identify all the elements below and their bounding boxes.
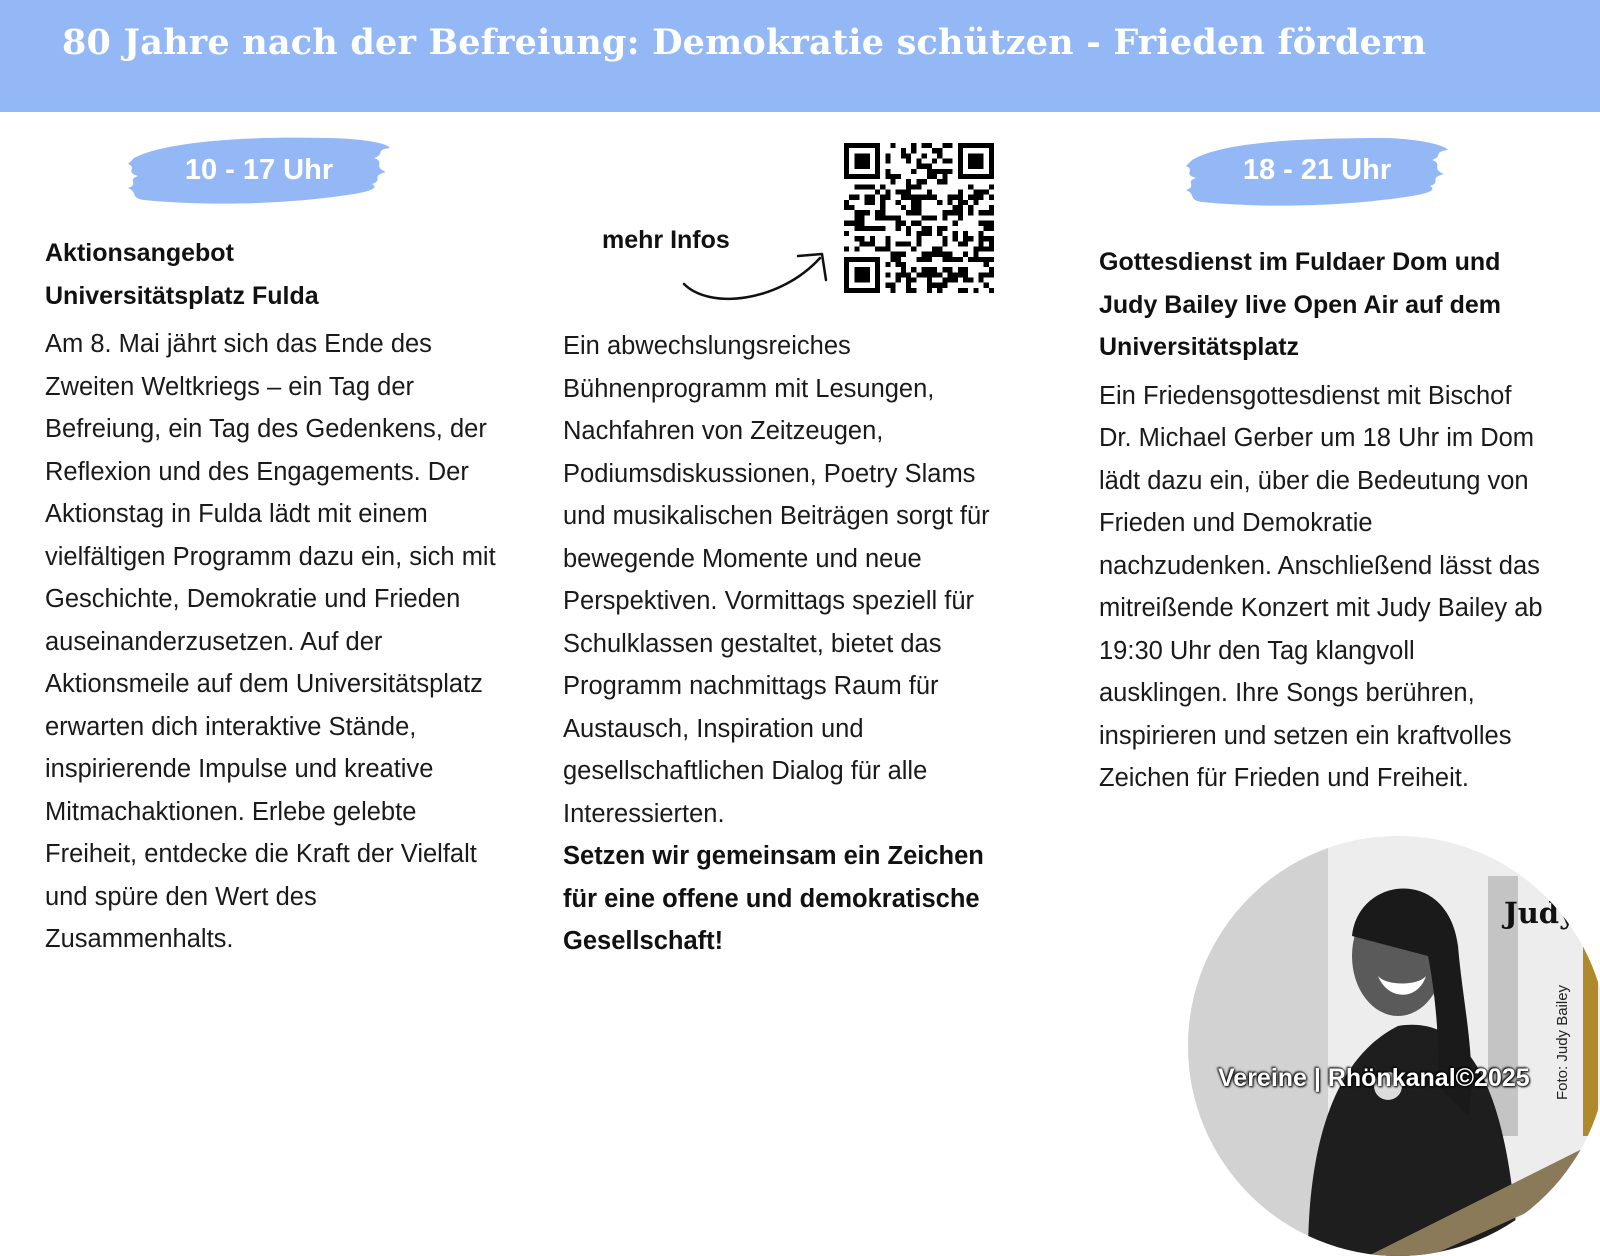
more-info-label: mehr Infos xyxy=(602,226,730,254)
watermark: Vereine | Rhönkanal©2025 xyxy=(1218,1064,1530,1092)
left-heading-line2: Universitätsplatz Fulda xyxy=(45,281,319,310)
qr-finder-pattern xyxy=(844,257,880,293)
time-badge-morning xyxy=(124,128,394,212)
photo-credit: Foto: Judy Bailey xyxy=(1554,984,1571,1100)
curved-arrow-icon xyxy=(680,240,830,310)
page-title: 80 Jahre nach der Befreiung: Demokratie schützen - Frieden fördern xyxy=(62,22,1427,63)
left-heading-line1: Aktionsangebot xyxy=(45,239,234,267)
qr-finder-pattern xyxy=(958,143,994,179)
performer-photo xyxy=(1188,836,1600,1256)
right-heading: Gottesdienst im Fuldaer Dom und Judy Bailey live Open Air auf dem Universitätsplatz xyxy=(1099,248,1501,361)
header-band xyxy=(0,0,1600,112)
time-badge-label: 10 - 17 Uhr xyxy=(184,153,334,186)
qr-code-icon[interactable] xyxy=(844,143,994,293)
middle-body-text: Ein abwechslungsreiches Bühnenprogramm mit Lesungen, Nachfahren von Zeitzeugen, Podiumsdiskussionen, Poetry Slams und musikalischen Beiträgen sorgt für bewegende Momente und neue Perspektiven. Vormittags speziell für Schulklassen gestaltet, bietet das Programm nachmittags Raum für Austausch, Inspiration und gesellschaftlichen Dialog für alle Interessierten. xyxy=(563,332,990,828)
time-badge-evening xyxy=(1182,128,1452,212)
performer-name-label: Judy xyxy=(1504,896,1576,930)
left-body-text: Am 8. Mai jährt sich das Ende des Zweiten Weltkriegs – ein Tag der Befreiung, ein Tag des Gedenkens, der Reflexion und des Engagements. Der Aktionstag in Fulda lädt mit einem vielfältigen Programm dazu ein, sich mit Geschichte, Demokratie und Frieden auseinanderzusetzen. Auf der Aktionsmeile auf dem Universitätsplatz erwarten dich interaktive Stände, inspirierende Impulse und kreative Mitmachaktionen. Erlebe gelebte Freiheit, entdecke die Kraft der Vielfalt und spüre den Wert des Zusammenhalts. xyxy=(45,330,496,953)
middle-column xyxy=(563,325,1011,963)
qr-finder-pattern xyxy=(844,143,880,179)
time-badge-label: 18 - 21 Uhr xyxy=(1242,153,1392,186)
left-column xyxy=(45,232,500,961)
right-column xyxy=(1099,241,1544,800)
right-body-text: Ein Friedensgottesdienst mit Bischof Dr. Michael Gerber um 18 Uhr im Dom lädt dazu ein, über die Bedeutung von Frieden und Demokratie nachzudenken. Anschließend lässt das mitreißende Konzert mit Judy Bailey ab 19:30 Uhr den Tag klangvoll ausklingen. Ihre Songs berühren, inspirieren und setzen ein kraftvolles Zeichen für Frieden und Freiheit. xyxy=(1099,381,1543,792)
middle-closing-text: Setzen wir gemeinsam ein Zeichen für eine offene und demokratische Gesellschaft! xyxy=(563,842,984,955)
